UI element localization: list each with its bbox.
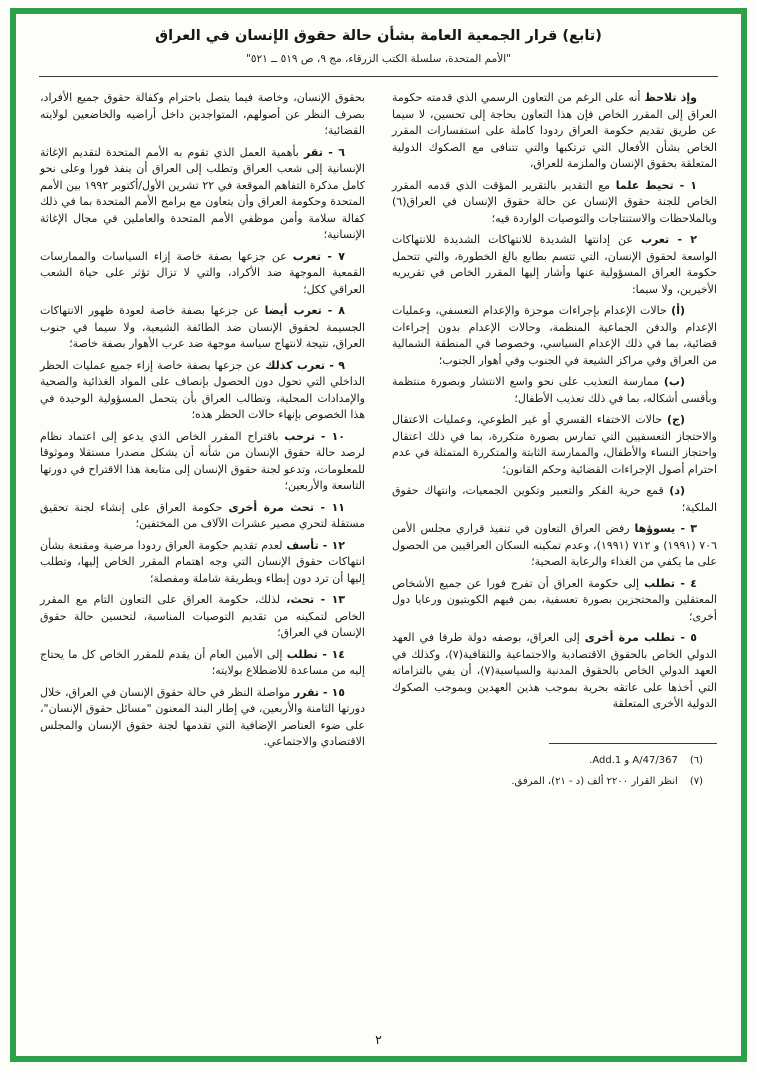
paragraph: (د) قمع حرية الفكر والتعبير وتكوين الجمعيات، وانتهاك حقوق الملكية؛ (392, 484, 717, 514)
paragraph: ٧ - تعرب عن جزعها بصفة خاصة إزاء السياسات والممارسات القمعية الموجهة ضد الأكراد، والتي لا تزال تؤثر على حياة الشعب العراقي ككل؛ (40, 249, 365, 296)
footnotes-block (392, 743, 717, 789)
paragraph: ٨ - تعرب أيضا عن جزعها بصفة خاصة لعودة ظهور الانتهاكات الجسيمة لحقوق الإنسان ضد الطائفة الشيعية، ولا سيما في جنوب العراق، نتيجة لانتهاج سياسة موجهة ضد عرب الأهوار بصفة خاصة؛ (40, 304, 365, 350)
paragraph: (أ) حالات الإعدام بإجراءات موجزة والإعدام التعسفي، وعمليات الإعدام والدفن الجماعية المنظمة، وحالات الإعدام بدون إجراءات قضائية، بما في ذلك الإعدام السياسي، وخصوصا في المنطقة الشمالية من العراق وفي مراكز الشيعة في الجنوب وفي أهوار الجنوب؛ (392, 304, 717, 367)
paragraph-lead: ١٢ - تأسف (286, 538, 345, 552)
paragraph: ١١ - تحث مرة أخرى حكومة العراق على إنشاء لجنة تحقيق مستقلة لتحري مصير عشرات الآلاف من المختفين؛ (40, 500, 365, 530)
paragraph-lead: (ب) (663, 375, 685, 388)
column-left (40, 90, 365, 756)
paragraph: ١٥ - تقرر مواصلة النظر في حالة حقوق الإنسان في العراق، خلال دورتها الثامنة والأربعين، في إطار البند المعنون "مسائل حقوق الإنسان"، على ضوء العناصر الإضافية التي تقدمها لجنة حقوق الإنسان والمجلس الاقتصادي والاجتماعي. (40, 685, 365, 748)
header-divider (39, 76, 718, 77)
paragraph: وإذ تلاحظ أنه على الرغم من التعاون الرسمي الذي قدمته حكومة العراق إلى المقرر الخاص فإن هذا التعاون بحاجة إلى تحسين، لا سيما عن طريق تقديم حكومة العراق ردودا كاملة على استفسارات المقرر الخاص بشأن الأفعال التي ترتكبها والتي تتنافى مع الصكوك الدولية المتعلقة بحقوق الإنسان والملزمة للعراق، (392, 91, 717, 170)
paragraph: ٢ - تعرب عن إدانتها الشديدة للانتهاكات الشديدة للانتهاكات الواسعة لحقوق الإنسان، التي تتسم بطابع بالغ الخطورة، والتي تتحمل حكومة العراق المسؤولية عنها وأشار إليها المقرر الخاص في تقريريه الأخيرين، ولا سيما: (392, 233, 717, 296)
document-body (38, 90, 719, 795)
paragraph-lead: ٩ - تعرب كذلك (265, 358, 345, 372)
paragraph-lead: (د) (669, 484, 685, 497)
column-right-paragraphs (392, 90, 717, 713)
paragraph: ١٣ - تحث، لذلك، حكومة العراق على التعاون التام مع المقرر الخاص لتمكينه من تقديم التوصيات المناسبة، لتحسين حالة حقوق الإنسان في العراق؛ (40, 593, 365, 639)
footnote-marker: (٧) (689, 775, 703, 787)
paragraph-lead: ٣ - يسوؤها (634, 522, 698, 535)
paragraph: ١٤ - تطلب إلى الأمين العام أن يقدم للمقرر الخاص كل ما يحتاج إليه من مساعدة للاضطلاع بولايته؛ (40, 647, 365, 677)
paragraph: ١٢ - تأسف لعدم تقديم حكومة العراق ردودا مرضية ومقنعة بشأن انتهاكات حقوق الإنسان التي وجه اهتمام المقرر الخاص إليها، وتطلب إليها أن ترد دون إبطاء وبطريقة شاملة ومفصلة؛ (40, 538, 365, 585)
paragraph-lead: ١١ - تحث مرة أخرى (228, 500, 346, 514)
paragraph-lead: وإذ تلاحظ (644, 91, 697, 104)
page-number: ٢ (375, 1032, 382, 1047)
paragraph: (ب) ممارسة التعذيب على نحو واسع الانتشار وبصورة منتظمة وبأقسى أشكاله، بما في ذلك تعذيب الأطفال؛ (392, 375, 717, 405)
footnote-item (392, 774, 717, 789)
paragraph: ٤ - تطلب إلى حكومة العراق أن تفرج فورا عن جميع الأشخاص المعتقلين والمحتجزين بصورة تعسفية، بمن فيهم الكويتيون ورعايا دول أخرى؛ (392, 576, 717, 623)
footnote-list (392, 753, 717, 789)
paragraph-lead: (ج) (667, 413, 686, 426)
paragraph-lead: ١٥ - تقرر (293, 685, 345, 699)
footnote-divider (549, 743, 717, 744)
footnote-marker: (٦) (689, 754, 703, 766)
document-title: (تابع) قرار الجمعية العامة بشأن حالة حقوق الإنسان في العراق (155, 28, 602, 44)
document-header (38, 28, 719, 65)
footnote-item (392, 753, 717, 768)
paragraph: ٩ - تعرب كذلك عن جزعها بصفة خاصة إزاء جميع عمليات الحظر الداخلي التي تحول دون الحصول بإنصاف على المواد الغذائية والصحية والإمدادات المحلية، وتطالب العراق بأن يتحمل المسؤولية الوحيدة في هذا الخصوص بإنهاء حالات الحظر هذه؛ (40, 358, 365, 421)
footnote-text: A/47/367 و Add.1. (589, 754, 678, 766)
paragraph: ٣ - يسوؤها رفض العراق التعاون في تنفيذ قراري مجلس الأمن ٧٠٦ (١٩٩١) و ٧١٢ (١٩٩١)، وعدم تمكينه السكان العراقيين من الحصول على ما يكفي من الغذاء والرعاية الصحية؛ (392, 522, 718, 568)
paragraph-lead: ٨ - تعرب أيضا (264, 304, 345, 317)
paragraph-lead: ٥ - تطلب مرة أخرى (584, 631, 698, 644)
document-subtitle: "الأمم المتحدة، سلسلة الكتب الزرقاء، مج ٩، ص ٥١٩ ــ ٥٢١" (246, 53, 511, 65)
green-border-frame (10, 8, 747, 1062)
paragraph: ٥ - تطلب مرة أخرى إلى العراق، بوصفه دولة طرفا في العهد الدولي الخاص بالحقوق الاقتصادية والاجتماعية والثقافية(٧)، وكذلك في العهد الدولي الخاص بالحقوق المدنية والسياسية(٧)، أن يفي بالتزاماته التي أخذها على عاتقه بحرية بموجب هذين العهدين وبموجب الصكوك الدولية الأخرى المتعلقة (392, 631, 717, 710)
paragraph-lead: (أ) (671, 304, 685, 317)
paragraph: ١ - تحيط علما مع التقدير بالتقرير المؤقت الذي قدمه المقرر الخاص للجنة حقوق الإنسان عن حالة حقوق الإنسان في العراق(٦) وبالملاحظات والاستنتاجات والتوصيات الواردة فيه؛ (392, 178, 717, 225)
paragraph: (ج) حالات الاختفاء القسري أو غير الطوعي، وعمليات الاعتقال والاحتجاز التعسفيين التي تمارس بصورة متكررة، بما في ذلك اعتقال واحتجاز النساء والأطفال، والممارسة الثابتة والمتكررة المتمثلة في عدم احترام أصول الإجراءات القضائية وحكم القانون؛ (392, 413, 717, 476)
column-left-paragraphs (40, 90, 365, 751)
footnote-text: انظر القرار ٢٢٠٠ ألف (د - ٢١)، المرفق. (511, 775, 678, 787)
paragraph-lead: ٦ - تقر (303, 145, 345, 159)
paragraph-lead: ٢ - تعرب (640, 233, 698, 246)
paragraph: بحقوق الإنسان، وخاصة فيما يتصل باحترام وكفالة حقوق جميع الأفراد، بصرف النظر عن أصولهم، المتواجدين داخل أراضيه والخاضعين لولايته القضائية؛ (40, 91, 365, 137)
column-right (392, 90, 717, 795)
paragraph-lead: ١٣ - تحث، (286, 593, 345, 606)
paragraph-lead: ٤ - تطلب (644, 576, 697, 590)
paragraph-lead: ١ - تحيط علما (615, 178, 698, 192)
paragraph: ١٠ - ترحب باقتراح المقرر الخاص الذي يدعو إلى اعتماد نظام لرصد حالة حقوق الإنسان من شأنه أن يشكل مصدرا مستقلا وموثوقا للمعلومات، وتدعو لجنة حقوق الإنسان إلى متابعة هذا الاقتراح في دورتها التاسعة والأربعين؛ (40, 429, 365, 492)
paragraph-lead: ٧ - تعرب (292, 249, 345, 263)
paragraph: ٦ - تقر بأهمية العمل الذي تقوم به الأمم المتحدة لتقديم الإغاثة الإنسانية إلى شعب العراق وتطلب إلى العراق أن ينفذ فورا وعلى نحو كامل مذكرة التفاهم الموقعة في ٢٢ تشرين الأول/أكتوبر ١٩٩٢ بين الأمم المتحدة وحكومة العراق وأن يتعاون مع برامج الأمم المتحدة بما في ذلك كفالة سلامة وأمن موظفي الأمم المتحدة والعاملين في مجال الإغاثة الإنسانية؛ (40, 145, 365, 241)
paragraph-lead: ١٠ - ترحب (284, 429, 345, 443)
paragraph-lead: ١٤ - تطلب (286, 647, 345, 661)
